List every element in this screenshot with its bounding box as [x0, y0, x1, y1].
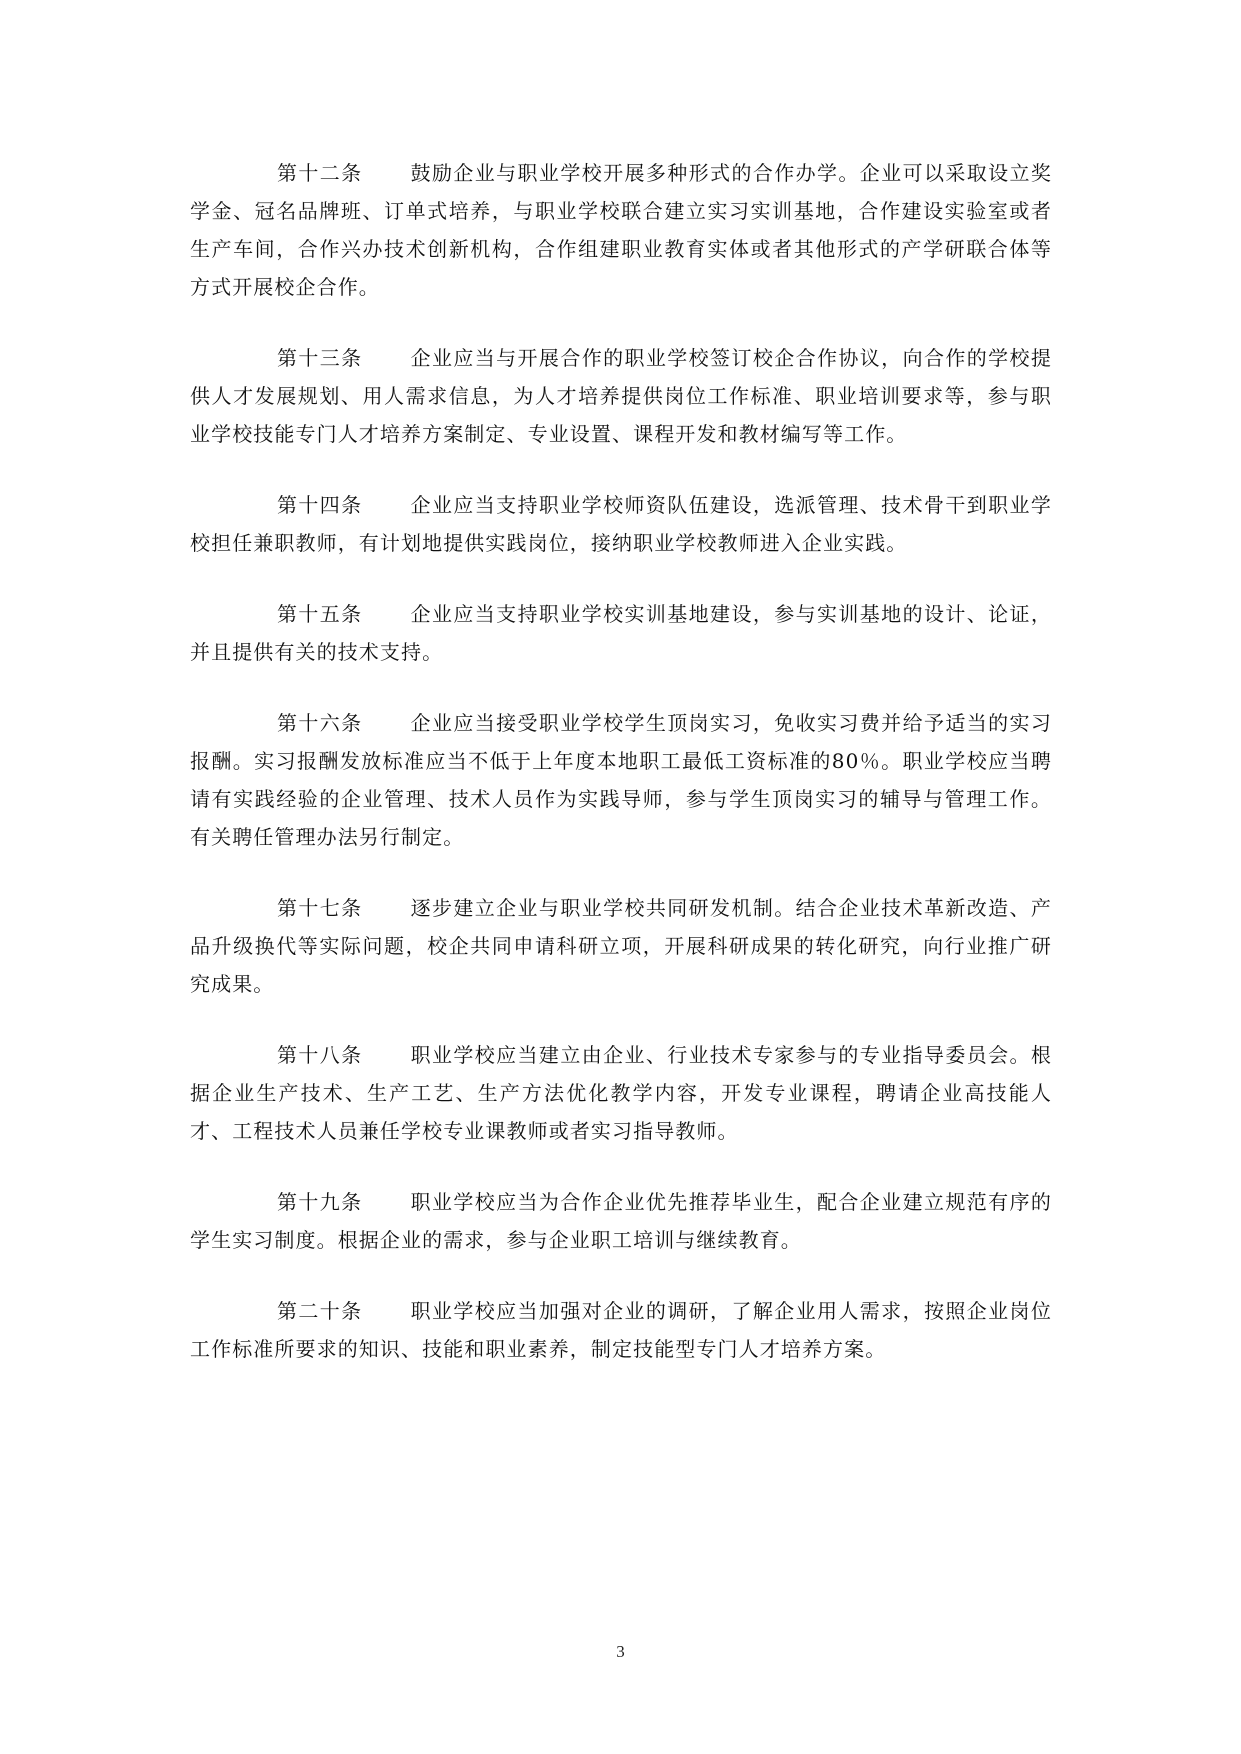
article-14	[190, 486, 1052, 562]
article-19	[190, 1183, 1052, 1259]
article-text: 职业学校应当加强对企业的调研，了解企业用人需求，按照企业岗位工作标准所要求的知识、技能和职业素养，制定技能型专门人才培养方案。	[190, 1299, 1053, 1361]
article-16	[190, 704, 1052, 856]
article-15	[190, 595, 1052, 671]
article-number: 第二十条	[277, 1299, 363, 1323]
article-number: 第十二条	[277, 161, 363, 185]
article-17	[190, 889, 1052, 1003]
article-number: 第十九条	[277, 1190, 363, 1214]
article-text: 企业应当支持职业学校实训基地建设，参与实训基地的设计、论证，并且提供有关的技术支持。	[190, 602, 1053, 664]
article-20	[190, 1292, 1052, 1368]
article-number: 第十六条	[277, 711, 363, 735]
article-number: 第十三条	[277, 346, 363, 370]
article-number: 第十七条	[277, 896, 363, 920]
article-text: 企业应当支持职业学校师资队伍建设，选派管理、技术骨干到职业学校担任兼职教师，有计划地提供实践岗位，接纳职业学校教师进入企业实践。	[190, 493, 1053, 555]
article-number: 第十八条	[277, 1043, 363, 1067]
page-body	[190, 154, 1052, 1401]
page-number: 3	[616, 1642, 625, 1661]
article-text: 逐步建立企业与职业学校共同研发机制。结合企业技术革新改造、产品升级换代等实际问题，校企共同申请科研立项，开展科研成果的转化研究，向行业推广研究成果。	[190, 896, 1053, 996]
article-12	[190, 154, 1052, 306]
article-18	[190, 1036, 1052, 1150]
article-text: 职业学校应当为合作企业优先推荐毕业生，配合企业建立规范有序的学生实习制度。根据企业的需求，参与企业职工培训与继续教育。	[190, 1190, 1053, 1252]
article-13	[190, 339, 1052, 453]
article-text: 职业学校应当建立由企业、行业技术专家参与的专业指导委员会。根据企业生产技术、生产工艺、生产方法优化教学内容，开发专业课程，聘请企业高技能人才、工程技术人员兼任学校专业课教师或者实习指导教师。	[190, 1043, 1053, 1143]
article-number: 第十五条	[277, 602, 363, 626]
article-text: 企业应当与开展合作的职业学校签订校企合作协议，向合作的学校提供人才发展规划、用人需求信息，为人才培养提供岗位工作标准、职业培训要求等，参与职业学校技能专门人才培养方案制定、专业设置、课程开发和教材编写等工作。	[190, 346, 1053, 446]
article-number: 第十四条	[277, 493, 363, 517]
article-text: 鼓励企业与职业学校开展多种形式的合作办学。企业可以采取设立奖学金、冠名品牌班、订单式培养，与职业学校联合建立实习实训基地，合作建设实验室或者生产车间，合作兴办技术创新机构，合作组建职业教育实体或者其他形式的产学研联合体等方式开展校企合作。	[190, 161, 1053, 299]
article-text: 企业应当接受职业学校学生顶岗实习，免收实习费并给予适当的实习报酬。实习报酬发放标准应当不低于上年度本地职工最低工资标准的80％。职业学校应当聘请有实践经验的企业管理、技术人员作为实践导师，参与学生顶岗实习的辅导与管理工作。有关聘任管理办法另行制定。	[190, 711, 1053, 849]
